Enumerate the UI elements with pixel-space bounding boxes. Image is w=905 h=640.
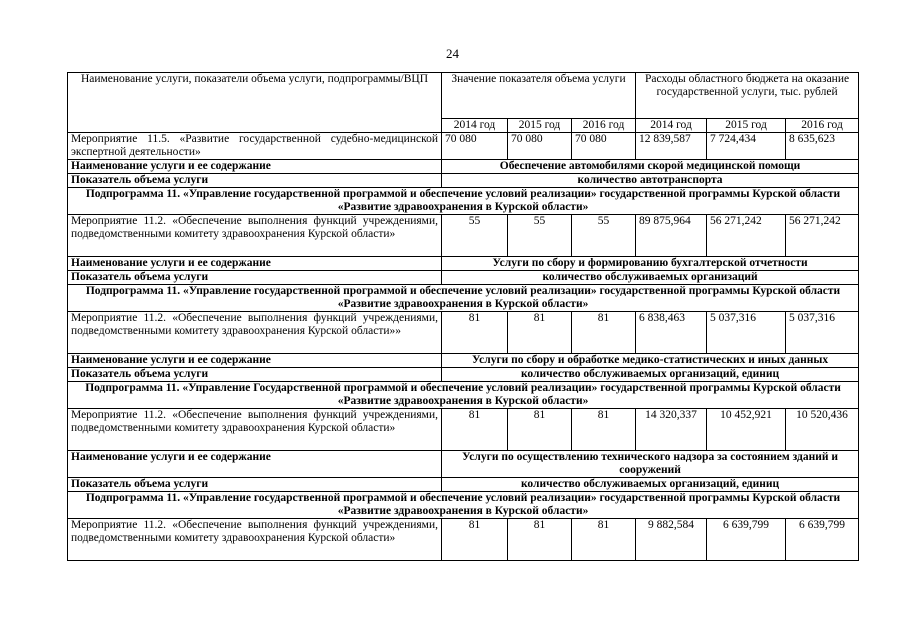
expense-2014: 6 838,463 (636, 312, 707, 354)
service-name-value: Обеспечение автомобилями скорой медицинской помощи (442, 160, 859, 174)
service-name-label: Наименование услуги и ее содержание (68, 451, 442, 478)
header-year-volume-2014: 2014 год (442, 119, 508, 133)
volume-2015: 81 (508, 312, 572, 354)
expense-2014: 89 875,964 (636, 215, 707, 257)
header-year-expense-2016: 2016 год (786, 119, 859, 133)
subprogram-heading: Подпрограмма 11. «Управление государственной программой и обеспечение условий реализации» государственной программы Курской области «Развитие здравоохранения в Курской области» (68, 285, 859, 312)
header-expense-group: Расходы областного бюджета на оказание государственной услуги, тыс. рублей (636, 73, 859, 119)
volume-2014: 81 (442, 409, 508, 451)
header-year-volume-2016: 2016 год (572, 119, 636, 133)
volume-2016: 55 (572, 215, 636, 257)
activity-name: Мероприятие 11.2. «Обеспечение выполнения функций учреждениями, подведомственными комитету здравоохранения Курской области» (68, 409, 442, 451)
volume-indicator-label: Показатель объема услуги (68, 174, 442, 188)
page-number: 24 (446, 46, 459, 61)
volume-indicator-label: Показатель объема услуги (68, 478, 442, 492)
expense-2016: 5 037,316 (786, 312, 859, 354)
volume-indicator-value: количество обслуживаемых организаций, единиц (442, 368, 859, 382)
expense-2015: 5 037,316 (707, 312, 786, 354)
expense-2016: 10 520,436 (786, 409, 859, 451)
volume-indicator-label: Показатель объема услуги (68, 271, 442, 285)
expense-2015: 56 271,242 (707, 215, 786, 257)
service-name-label: Наименование услуги и ее содержание (68, 160, 442, 174)
volume-2016: 81 (572, 519, 636, 561)
service-name-label: Наименование услуги и ее содержание (68, 354, 442, 368)
expense-2014: 9 882,584 (636, 519, 707, 561)
header-volume-group: Значение показателя объема услуги (442, 73, 636, 119)
expense-2016: 56 271,242 (786, 215, 859, 257)
volume-2015: 55 (508, 215, 572, 257)
volume-2015: 81 (508, 519, 572, 561)
volume-indicator-label: Показатель объема услуги (68, 368, 442, 382)
activity-name: Мероприятие 11.2. «Обеспечение выполнения функций учреждениями, подведомственными комитету здравоохранения Курской области»» (68, 312, 442, 354)
header-name-column: Наименование услуги, показатели объема услуги, подпрограммы/ВЦП (68, 73, 442, 133)
volume-2015: 81 (508, 409, 572, 451)
volume-2014: 55 (442, 215, 508, 257)
volume-2014: 81 (442, 519, 508, 561)
service-name-value: Услуги по сбору и формированию бухгалтерской отчетности (442, 257, 859, 271)
expense-2014: 12 839,587 (636, 133, 707, 160)
expense-2016: 8 635,623 (786, 133, 859, 160)
expense-2015: 6 639,799 (707, 519, 786, 561)
services-table (67, 72, 859, 561)
volume-indicator-value: количество автотранспорта (442, 174, 859, 188)
header-year-volume-2015: 2015 год (508, 119, 572, 133)
activity-name: Мероприятие 11.2. «Обеспечение выполнения функций учреждениями, подведомственными комитету здравоохранения Курской области» (68, 519, 442, 561)
subprogram-heading: Подпрограмма 11. «Управление государственной программой и обеспечение условий реализации» государственной программы Курской области «Развитие здравоохранения в Курской области» (68, 188, 859, 215)
activity-name: Мероприятие 11.2. «Обеспечение выполнения функций учреждениями, подведомственными комитету здравоохранения Курской области» (68, 215, 442, 257)
subprogram-heading: Подпрограмма 11. «Управление Государственной программой и обеспечение условий реализации» государственной программы Курской области «Развитие здравоохранения в Курской области» (68, 382, 859, 409)
volume-2016: 81 (572, 409, 636, 451)
expense-2014: 14 320,337 (636, 409, 707, 451)
service-name-label: Наименование услуги и ее содержание (68, 257, 442, 271)
volume-2016: 70 080 (572, 133, 636, 160)
volume-indicator-value: количество обслуживаемых организаций (442, 271, 859, 285)
activity-name: Мероприятие 11.5. «Развитие государственной судебно-медицинской экспертной деятельности» (68, 133, 442, 160)
expense-2016: 6 639,799 (786, 519, 859, 561)
subprogram-heading: Подпрограмма 11. «Управление государственной программой и обеспечение условий реализации» государственной программы Курской области «Развитие здравоохранения в Курской области» (68, 492, 859, 519)
expense-2015: 7 724,434 (707, 133, 786, 160)
service-name-value: Услуги по осуществлению технического надзора за состоянием зданий и сооружений (442, 451, 859, 478)
expense-2015: 10 452,921 (707, 409, 786, 451)
service-name-value: Услуги по сбору и обработке медико-статистических и иных данных (442, 354, 859, 368)
volume-2014: 70 080 (442, 133, 508, 160)
volume-indicator-value: количество обслуживаемых организаций, единиц (442, 478, 859, 492)
header-year-expense-2015: 2015 год (707, 119, 786, 133)
volume-2014: 81 (442, 312, 508, 354)
header-year-expense-2014: 2014 год (636, 119, 707, 133)
volume-2015: 70 080 (508, 133, 572, 160)
volume-2016: 81 (572, 312, 636, 354)
